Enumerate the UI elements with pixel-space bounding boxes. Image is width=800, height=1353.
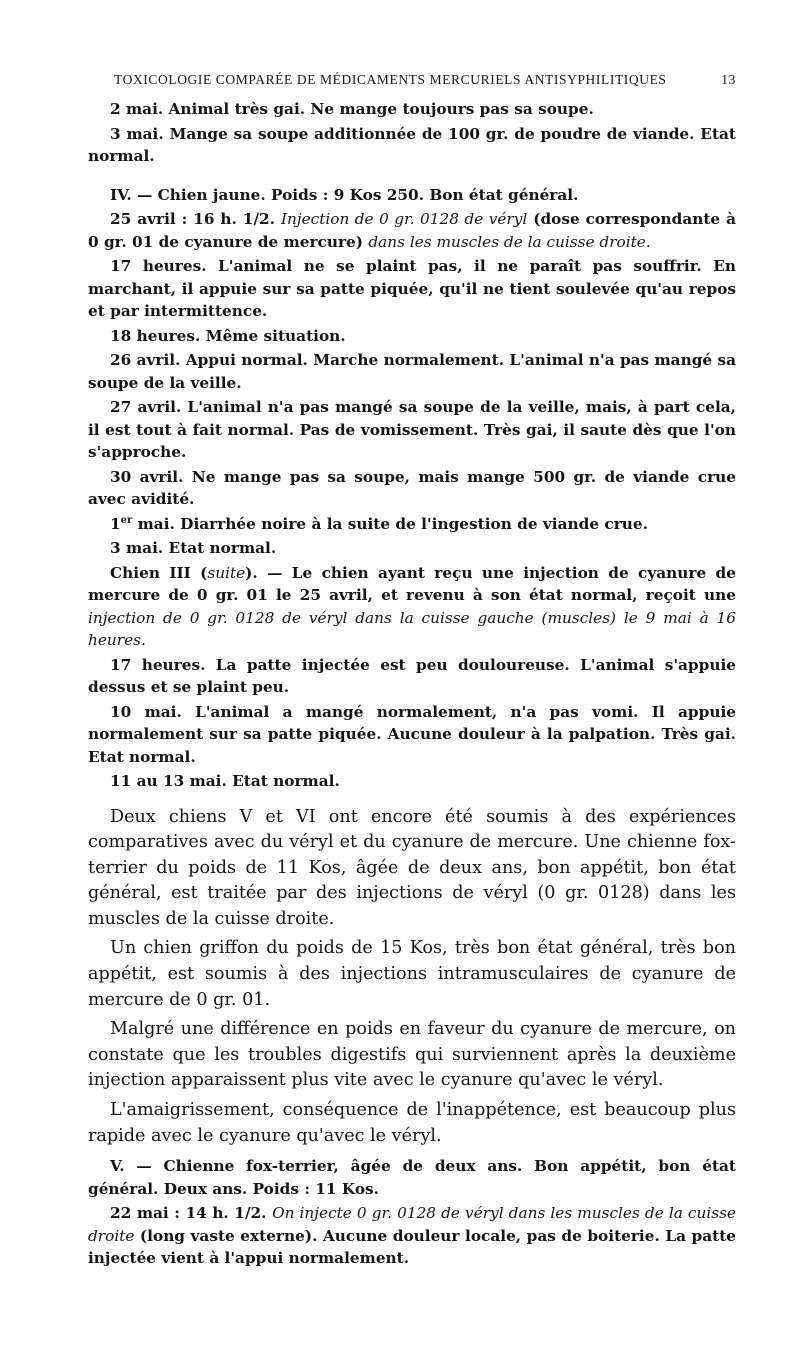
paragraph: 1er mai. Diarrhée noire à la suite de l'ingestion de viande crue. — [110, 514, 648, 533]
paragraph: Un chien griffon du poids de 15 Kos, très bon état général, très bon appétit, est soumis à des injections intramusculaires de cyanure de mercure de 0 gr. 01. — [88, 938, 736, 1010]
paragraph: 3 mai. Mange sa soupe additionnée de 100 gr. de poudre de viande. Etat normal. — [88, 124, 736, 165]
paragraph: V. — Chienne fox-terrier, âgée de deux ans. Bon appétit, bon état général. Deux ans. Poids : 11 Kos. — [88, 1157, 736, 1198]
observations-top — [88, 98, 736, 793]
paragraph: 3 mai. Etat normal. — [110, 539, 277, 557]
paragraph: 27 avril. L'animal n'a pas mangé sa soupe de la veille, mais, à part cela, il est tout à fait normal. Pas de vomissement. Très gai, il saute dès que l'on s'approche. — [88, 398, 736, 461]
paragraph: 17 heures. L'animal ne se plaint pas, il ne paraît pas souffrir. En marchant, il appuie sur sa patte piquée, qu'il ne tient soulevée qu'au repos et par intermittence. — [88, 257, 736, 320]
paragraph: Deux chiens V et VI ont encore été soumis à des expériences comparatives avec du véryl et du cyanure de mercure. Une chienne fox-terrier du poids de 11 Kos, âgée de deux ans, bon appétit, bon état général, est traitée par des injections de véryl (0 gr. 0128) dans les muscles de la cuisse droite. — [88, 806, 736, 929]
main-text — [88, 805, 736, 1150]
paragraph: 18 heures. Même situation. — [110, 326, 346, 345]
paragraph: 30 avril. Ne mange pas sa soupe, mais mange 500 gr. de viande crue avec avidité. — [88, 467, 736, 508]
running-title: TOXICOLOGIE COMPARÉE DE MÉDICAMENTS MERCURIELS ANTISYPHILITIQUES — [114, 72, 667, 87]
paragraph: L'amaigrissement, conséquence de l'inappétence, est beaucoup plus rapide avec le cyanure qu'avec le véryl. — [88, 1100, 736, 1146]
paragraph: 25 avril : 16 h. 1/2. Injection de 0 gr. 0128 de véryl (dose correspondante à 0 gr. 01 de cyanure de mercure) dans les muscles de la cuisse droite. — [88, 210, 736, 251]
page-header — [114, 72, 736, 88]
paragraph: 2 mai. Animal très gai. Ne mange toujours pas sa soupe. — [110, 100, 594, 118]
paragraph: 17 heures. La patte injectée est peu douloureuse. L'animal s'appuie dessus et se plaint peu. — [88, 655, 736, 696]
paragraph: 22 mai : 14 h. 1/2. On injecte 0 gr. 0128 de véryl dans les muscles de la cuisse droite (long vaste externe). Aucune douleur locale, pas de boiterie. La patte injectée vient à l'appui normalement. — [88, 1204, 736, 1268]
page-number: 13 — [721, 72, 736, 87]
paragraph: Malgré une différence en poids en faveur du cyanure de mercure, on constate que les troubles digestifs qui surviennent après la deuxième injection apparaissent plus vite avec le cyanure qu'avec le véryl. — [88, 1019, 736, 1091]
paragraph: Chien III (suite). — Le chien ayant reçu une injection de cyanure de mercure de 0 gr. 01 le 25 avril, et revenu à son état normal, reçoit une injection de 0 gr. 0128 de véryl dans la cuisse gauche (muscles) le 9 mai à 16 heures. — [88, 563, 736, 649]
paragraph: IV. — Chien jaune. Poids : 9 Kos 250. Bon état général. — [110, 185, 579, 204]
paragraph: 11 au 13 mai. Etat normal. — [110, 772, 340, 790]
document-page — [88, 72, 736, 1272]
paragraph: 10 mai. L'animal a mangé normalement, n'a pas vomi. Il appuie normalement sur sa patte piquée. Aucune douleur à la palpation. Très gai. Etat normal. — [88, 702, 736, 766]
observations-bottom — [88, 1155, 736, 1270]
paragraph: 26 avril. Appui normal. Marche normalement. L'animal n'a pas mangé sa soupe de la veille. — [88, 351, 736, 392]
